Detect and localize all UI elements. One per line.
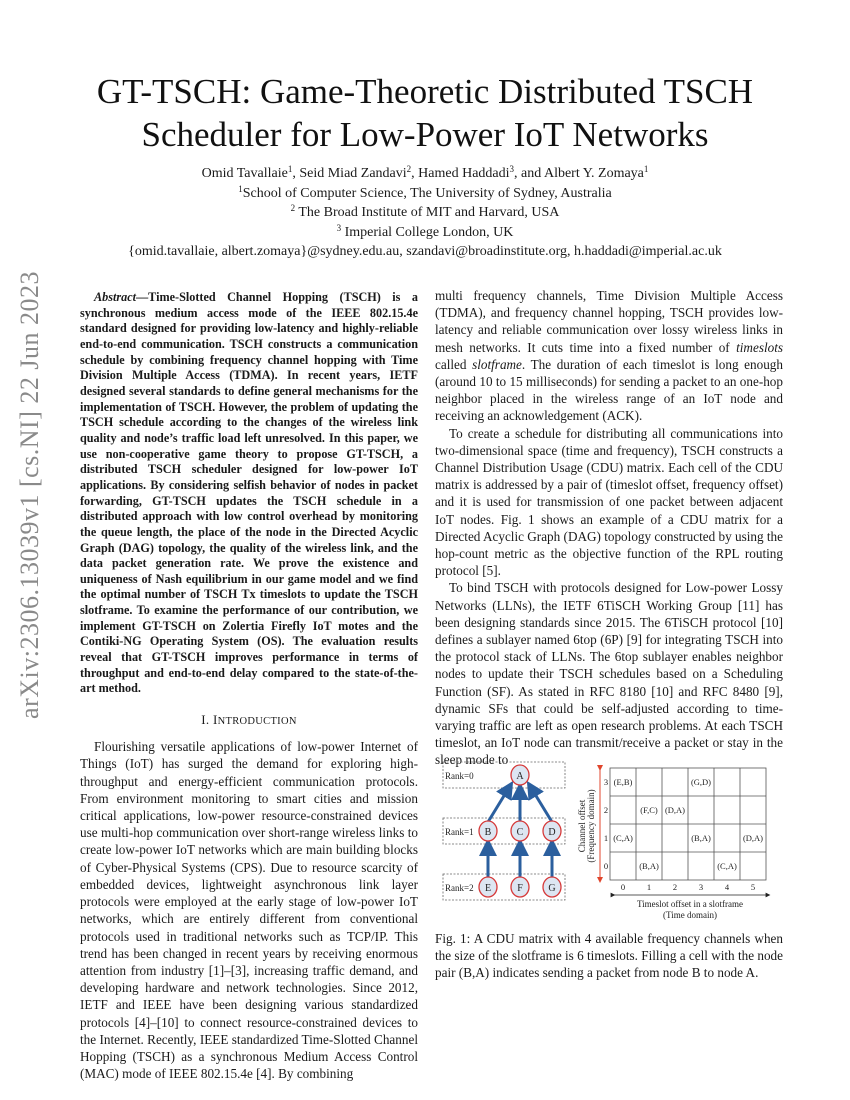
title-line-1: GT-TSCH: Game-Theoretic Distributed TSCH bbox=[96, 72, 754, 111]
x-tick: 0 bbox=[620, 882, 626, 892]
emphasis-timeslots: timeslots bbox=[736, 339, 783, 355]
text-run: called bbox=[435, 356, 473, 372]
section-title: NTRODUCTION bbox=[217, 716, 297, 728]
svg-text:D: D bbox=[548, 827, 556, 838]
figure-1 bbox=[435, 758, 785, 926]
cdu-matrix bbox=[577, 768, 768, 920]
left-column bbox=[80, 290, 418, 1082]
author-name: Hamed Haddadi bbox=[418, 166, 510, 181]
cell-r1c5: (D,A) bbox=[742, 833, 764, 843]
author-sup: 1 bbox=[643, 164, 649, 174]
author-sup: 2 bbox=[406, 164, 412, 174]
figure-1-caption: Fig. 1: A CDU matrix with 4 available frequency channels when the size of the slotframe is 6 timeslots. Filling a cell with the node pair (B,A) indicates sending a packet from node B to node A. bbox=[435, 931, 783, 981]
affiliation-text: Imperial College London, UK bbox=[341, 224, 514, 240]
rank-label: Rank=1 bbox=[445, 827, 474, 837]
cell-r1c0: (C,A) bbox=[613, 833, 633, 843]
cell-r3c0: (E,B) bbox=[613, 777, 633, 787]
affiliation-text: The Broad Institute of MIT and Harvard, USA bbox=[295, 205, 560, 220]
body-paragraph-tsch bbox=[435, 287, 783, 425]
body-paragraph-6tisch: To bind TSCH with protocols designed for Low-power Lossy Networks (LLNs), the IETF 6TiSCH Working Group [11] has been designing standards since 2015. The 6TiSCH protocol [10] defines a sublayer named 6top (6P) [9] for integrating TSCH into the protocol stack of LLNs. The 6top sublayer enables neighbor nodes to update their TSCH schedules based on a Scheduling Function (SF). As stated in RFC 8180 [10] and RFC 8480 [9], dynamic SFs that could be self-adjusted according to time-varying traffic are left as open research problems. At each TSCH timeslot, an IoT node can transmit/receive a packet or stay in the sleep mode to bbox=[435, 580, 783, 768]
svg-text:C: C bbox=[516, 827, 524, 838]
cell-r2c1: (F,C) bbox=[640, 805, 658, 815]
affiliation-sup: 2 bbox=[290, 203, 296, 213]
y-axis-label-2: (Frequency domain) bbox=[586, 789, 596, 863]
svg-text:B: B bbox=[484, 827, 492, 838]
affiliation-sup: 3 bbox=[336, 222, 342, 233]
affiliation bbox=[60, 184, 790, 204]
arxiv-id-text: arXiv:2306.13039v1 [cs.NI] 22 Jun 2023 bbox=[15, 271, 44, 719]
abstract-text: —Time-Slotted Channel Hopping (TSCH) is a synchronous medium access mode of the IEEE 802.15.4e standard designed for providing low-latency and highly-reliable end-to-end communication. TSCH constructs a communication schedule by combining frequency channel hopping with Time Division Multiple Access (TDMA). In recent years, IETF designed several standards to define general mechanisms for the implementation of TSCH. However, the problem of updating the TSCH schedule according to the changes of the wireless link quality and node’s traffic load left unresolved. In this paper, we use non-cooperative game theory to propose GT-TSCH, a distributed TSCH scheduler designed for low-power IoT applications. By considering selfish behavior of nodes in packet forwarding, GT-TSCH updates the TSCH schedule in a distributed approach with low control overhead by monitoring the queue length, the place of the node in the Directed Acyclic Graph (DAG) topology, the quality of the wireless link, and the data packet generation rate. We prove the existence and uniqueness of Nash equilibrium in our game model and we find the optimal number of TSCH Tx timeslots to update the TSCH slotframe. To examine the performance of our contribution, we implement GT-TSCH on Zolertia Firefly IoT motes and the Contiki-NG Operating System (OS). The evaluation results reveal that GT-TSCH improves performance in terms of throughput and end-to-end delay compared to the state-of-the-art method. bbox=[80, 290, 418, 696]
cell-r0c4: (C,A) bbox=[717, 861, 737, 871]
matrix-grid bbox=[610, 768, 766, 880]
author-name: Omid Tavallaie bbox=[201, 166, 288, 181]
y-axis-label-1: Channel offset bbox=[577, 799, 587, 853]
affiliation bbox=[60, 223, 790, 243]
affiliation bbox=[60, 203, 790, 223]
title-line-2: Scheduler for Low-Power IoT Networks bbox=[141, 115, 709, 154]
cell-r3c3: (G,D) bbox=[690, 777, 712, 787]
author-list: Omid Tavallaie$^1$, Seid Miad Zandavi$^2$, Hamed Haddadi$^3$, and Albert Y. Zomaya$^1$ bbox=[201, 164, 649, 181]
y-tick: 0 bbox=[603, 861, 609, 871]
cell-r2c2: (D,A) bbox=[664, 805, 686, 815]
intro-paragraph-1: Flourishing versatile applications of low-power Internet of Things (IoT) has surged the demand for exploring high-throughput and energy-efficient communication protocols. From environment monitoring to smart cities and mission critical applications, low-power resource-constrained devices use multi-hop communication over short-range wireless links to create low-power IoT networks which are main building blocks of Cyber-Physical Systems (CPS). Due to resource scarcity of embedded devices, lightweight asynchronous link layer protocols were employed at the early stage of low-power IoT networks, which are entirely different from conventional protocols used in traditional networks such as TCP/IP. This trend has been changed in recent years by receiving enormous attention from industry [1]–[3], increasing traffic demand, and developing hardware and network technologies. Since 2012, IETF and IEEE have been designing various standardized protocols [4]–[10] to connect resource-constrained devices to the Internet. Recently, IEEE standardized Time-Slotted Channel Hopping (TSCH) as a synchronous Medium Access Control (MAC) mode of IEEE 802.15.4e [4]. By combining bbox=[80, 739, 418, 1082]
svg-text:A: A bbox=[516, 771, 524, 782]
arxiv-identifier-stamp bbox=[8, 271, 52, 719]
text-run: . The duration of each timeslot is long enough (around 10 to 15 milliseconds) for sending a packet to an one-hop neighbor placed in the wireless range of an IoT node and receiving an acknowledgement (ACK). bbox=[435, 356, 783, 424]
y-tick: 3 bbox=[603, 777, 609, 787]
x-tick: 5 bbox=[750, 882, 756, 892]
emphasis-slotframe: slotframe bbox=[472, 356, 522, 372]
x-axis-label-1: Timeslot offset in a slotframe bbox=[637, 899, 743, 909]
y-tick: 2 bbox=[603, 805, 609, 815]
abstract bbox=[80, 290, 418, 697]
text-run: multi frequency channels, Time Division Multiple Access (TDMA), and frequency channel hopping, TSCH provides low-latency and reliable communication over lossy wireless links in mesh networks. It cuts time into a fixed number of bbox=[435, 288, 783, 355]
x-tick: 3 bbox=[698, 882, 704, 892]
svg-text:E: E bbox=[484, 883, 492, 894]
section-number: I. I bbox=[201, 712, 218, 728]
author-block bbox=[60, 164, 790, 262]
dag-diagram bbox=[443, 762, 565, 900]
svg-text:F: F bbox=[517, 883, 523, 894]
section-heading-introduction bbox=[80, 711, 418, 730]
cell-r1c3: (B,A) bbox=[691, 833, 711, 843]
author-name: Seid Miad Zandavi bbox=[299, 166, 407, 181]
body-paragraph-cdu: To create a schedule for distributing all communications into two-dimensional space (time and frequency), TSCH constructs a Channel Distribution Usage (CDU) matrix. Each cell of the CDU matrix is addressed by a pair of (timeslot offset, frequency offset) and it is used for transmission of one packet between adjacent IoT nodes. Fig. 1 shows an example of a CDU matrix for a Directed Acyclic Graph (DAG) topology constructed by using the hop-count metric as the objective function of the RPL routing protocol [5]. bbox=[435, 425, 783, 579]
svg-text:G: G bbox=[548, 883, 556, 894]
y-tick: 1 bbox=[603, 833, 609, 843]
rank-label: Rank=2 bbox=[445, 883, 474, 893]
author-sup: 3 bbox=[509, 164, 515, 174]
affiliation-sup: 1 bbox=[238, 183, 243, 194]
x-tick: 2 bbox=[672, 882, 678, 892]
rank-label: Rank=0 bbox=[445, 771, 474, 781]
dag-nodes bbox=[479, 765, 561, 897]
author-name: Albert Y. Zomaya bbox=[543, 166, 644, 181]
x-tick: 1 bbox=[646, 882, 652, 892]
author-sup: 1 bbox=[287, 164, 293, 174]
right-column bbox=[435, 287, 783, 769]
figure-1-graphic bbox=[435, 758, 785, 926]
x-axis-label-2: (Time domain) bbox=[663, 910, 717, 920]
cell-r0c1: (B,A) bbox=[639, 861, 659, 871]
paper-title bbox=[60, 70, 790, 156]
x-tick: 4 bbox=[724, 882, 730, 892]
author-emails: {omid.tavallaie, albert.zomaya}@sydney.edu.au, szandavi@broadinstitute.org, h.haddadi@imperial.ac.uk bbox=[128, 244, 722, 259]
affiliation-text: School of Computer Science, The University of Sydney, Australia bbox=[242, 185, 612, 201]
abstract-label: Abstract bbox=[94, 290, 136, 304]
